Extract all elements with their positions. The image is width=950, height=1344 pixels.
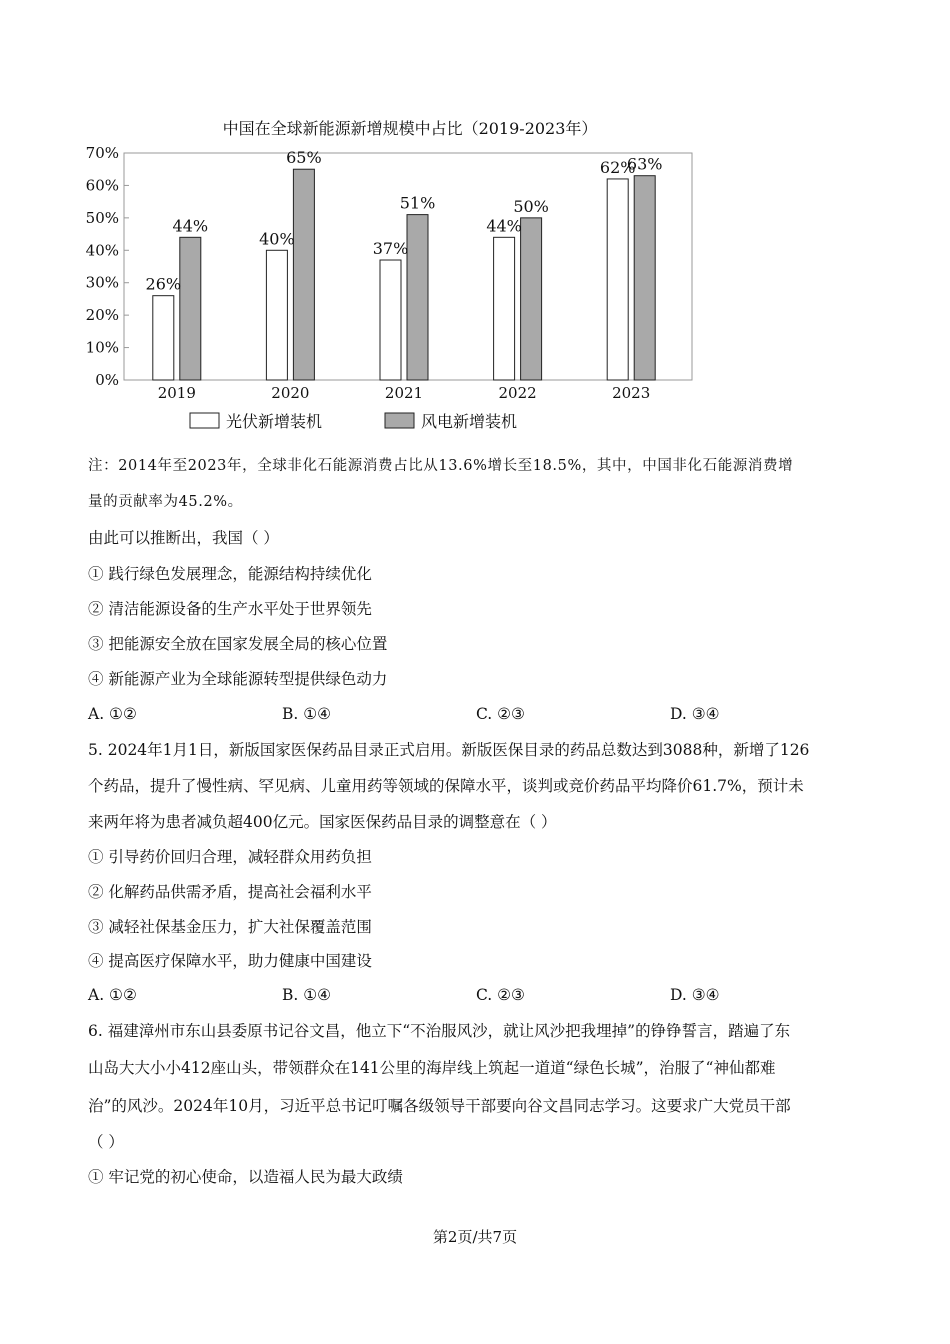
q6-line-3: 治”的风沙。2024年10月，习近平总书记叮嘱各级领导干部要向谷文昌同志学习。这要求广大党员干部 xyxy=(88,1097,791,1115)
bar-wind-2022 xyxy=(521,218,542,380)
q5-option-b: B. ①④ xyxy=(282,986,332,1004)
bar-chart xyxy=(80,110,720,440)
q4-option-c: C. ②③ xyxy=(476,705,525,723)
q5-item-3: ③ 减轻社保基金压力，扩大社保覆盖范围 xyxy=(88,918,372,936)
y-axis xyxy=(86,144,129,389)
q5-option-a: A. ①② xyxy=(88,986,137,1004)
q4-item-3: ③ 把能源安全放在国家发展全局的核心位置 xyxy=(88,635,388,653)
legend-label-wind: 风电新增装机 xyxy=(421,412,518,431)
q4-option-d: D. ③④ xyxy=(670,705,720,723)
bar-label-wind-2022: 50% xyxy=(513,196,549,216)
bar-label-solar-2020: 40% xyxy=(259,229,295,249)
bar-labels xyxy=(146,148,663,293)
y-tick-label-6: 60% xyxy=(85,176,119,195)
x-tick-label-2019: 2019 xyxy=(157,384,196,402)
q4-option-a: A. ①② xyxy=(88,705,137,723)
bar-label-wind-2019: 44% xyxy=(172,216,209,236)
q4-stem: 由此可以推断出，我国（ ） xyxy=(88,529,279,547)
y-tick-label-0: 0% xyxy=(95,371,119,389)
q5-line-3: 来两年将为患者减负超400亿元。国家医保药品目录的调整意在（ ） xyxy=(88,813,557,831)
bar-wind-2023 xyxy=(634,176,655,380)
q6-line-1: 6. 福建漳州市东山县委原书记谷文昌，他立下“不治服风沙，就让风沙把我埋掉”的铮铮誓言，踏遍了东 xyxy=(88,1022,791,1040)
bar-wind-2019 xyxy=(180,237,201,380)
q5-item-1: ① 引导药价回归合理，减轻群众用药负担 xyxy=(88,848,372,866)
bar-label-solar-2023: 62% xyxy=(599,157,636,177)
y-tick-label-7: 70% xyxy=(85,144,119,162)
q5-line-2: 个药品，提升了慢性病、罕见病、儿童用药等领域的保障水平，谈判或竞价药品平均降价61.7%，预计未 xyxy=(88,777,804,795)
q5-item-2: ② 化解药品供需矛盾，提高社会福利水平 xyxy=(88,883,372,901)
bar-solar-2020 xyxy=(266,250,287,380)
y-tick-label-2: 20% xyxy=(85,306,119,325)
y-tick-label-3: 30% xyxy=(85,273,119,292)
x-tick-label-2020: 2020 xyxy=(271,384,310,402)
q5-line-1: 5. 2024年1月1日，新版国家医保药品目录正式启用。新版医保目录的药品总数达到3088种，新增了126 xyxy=(88,741,810,759)
y-tick-label-5: 50% xyxy=(85,208,119,227)
chart-note-line-1: 注：2014年至2023年，全球非化石能源消费占比从13.6%增长至18.5%，其中，中国非化石能源消费增 xyxy=(88,458,794,474)
bar-label-solar-2022: 44% xyxy=(486,216,522,236)
bar-label-wind-2021: 51% xyxy=(399,193,436,213)
legend-swatch-wind xyxy=(385,413,414,428)
chart-title: 中国在全球新能源新增规模中占比（2019-2023年） xyxy=(222,119,598,138)
q6-line-4: （ ） xyxy=(88,1133,124,1151)
q6-item-1: ① 牢记党的初心使命，以造福人民为最大政绩 xyxy=(88,1168,403,1186)
legend xyxy=(190,412,517,431)
q5-item-4: ④ 提高医疗保障水平，助力健康中国建设 xyxy=(88,952,372,970)
bar-solar-2021 xyxy=(380,260,401,380)
legend-swatch-solar xyxy=(190,413,219,428)
bar-label-solar-2021: 37% xyxy=(372,239,409,259)
q5-option-d: D. ③④ xyxy=(670,986,720,1004)
legend-label-solar: 光伏新增装机 xyxy=(226,412,323,431)
x-axis xyxy=(158,384,651,402)
bar-solar-2019 xyxy=(153,296,174,380)
x-tick-label-2022: 2022 xyxy=(498,384,537,402)
bar-label-solar-2019: 26% xyxy=(145,274,182,294)
x-tick-label-2023: 2023 xyxy=(612,384,651,402)
page-footer: 第2页/共7页 xyxy=(432,1228,518,1246)
y-tick-label-1: 10% xyxy=(85,338,119,357)
x-tick-label-2021: 2021 xyxy=(384,384,424,402)
q6-line-2: 山岛大大小小412座山头，带领群众在141公里的海岸线上筑起一道道“绿色长城”，治服了“神仙都难 xyxy=(88,1059,776,1077)
q4-item-2: ② 清洁能源设备的生产水平处于世界领先 xyxy=(88,600,372,618)
bar-solar-2022 xyxy=(494,237,515,380)
q4-option-b: B. ①④ xyxy=(282,705,332,723)
bar-solar-2023 xyxy=(607,179,628,380)
bar-label-wind-2020: 65% xyxy=(286,148,322,168)
y-tick-label-4: 40% xyxy=(85,241,119,260)
q5-option-c: C. ②③ xyxy=(476,986,525,1004)
bar-wind-2021 xyxy=(407,215,428,380)
bar-wind-2020 xyxy=(293,169,314,380)
q4-item-1: ① 践行绿色发展理念，能源结构持续优化 xyxy=(88,565,372,583)
q4-item-4: ④ 新能源产业为全球能源转型提供绿色动力 xyxy=(88,670,388,688)
chart-note-line-2: 量的贡献率为45.2%。 xyxy=(88,494,243,510)
bar-label-wind-2023: 63% xyxy=(626,154,663,174)
